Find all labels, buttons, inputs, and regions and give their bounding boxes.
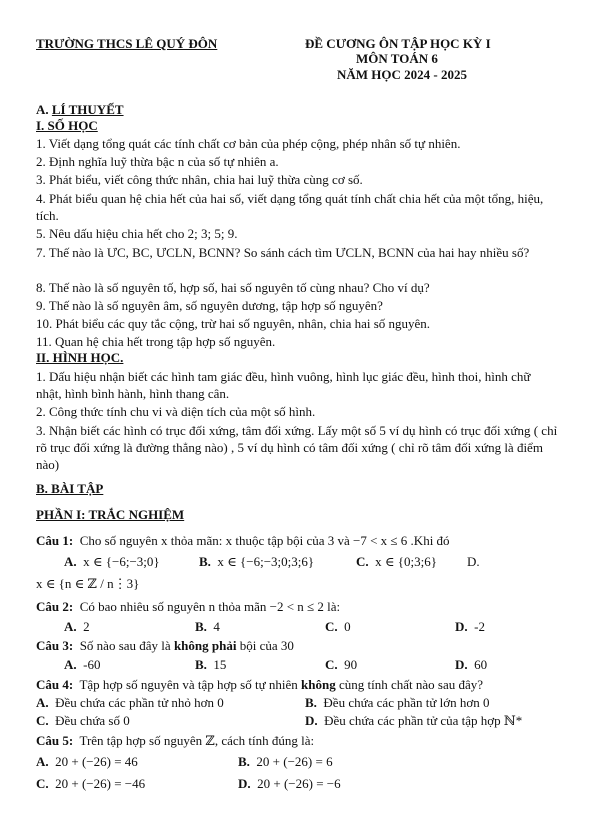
school-name: TRƯỜNG THCS LÊ QUÝ ĐÔN	[36, 36, 218, 51]
theory-heading-text: LÍ THUYẾT	[51, 102, 124, 117]
question-text-emphasis: không phải	[173, 638, 237, 653]
q2-option-d: D. -2	[455, 619, 485, 634]
arithmetic-item: 3. Phát biểu, viết công thức nhân, chia hai luỹ thừa cùng cơ số.	[36, 172, 363, 187]
q4-option-c: C. Đều chứa số 0	[36, 713, 130, 728]
theory-heading	[36, 102, 124, 118]
question-label: Câu 2:	[36, 599, 74, 614]
geometry-item: 1. Dấu hiệu nhận biết các hình tam giác đều, hình vuông, hình lục giác đều, hình thoi, hình chữ nhật, hình bình hành, hình thang cân.	[36, 369, 531, 401]
question-5	[36, 733, 314, 749]
question-text-emphasis: không	[301, 677, 336, 692]
arithmetic-item: 1. Viết dạng tổng quát các tính chất cơ bản của phép cộng, phép nhân số tự nhiên.	[36, 136, 461, 151]
arithmetic-item: 4. Phát biểu quan hệ chia hết của hai số, viết dạng tổng quát tính chất chia hết của một tổng, hiệu, tích.	[36, 191, 544, 223]
q4-option-d: D. Đều chứa các phần tử của tập hợp ℕ*	[305, 713, 523, 728]
question-text: Tập hợp số nguyên và tập hợp số tự nhiên	[79, 677, 302, 692]
question-text: Cho số nguyên x thỏa mãn: x thuộc tập bội của 3 và −7 < x ≤ 6 .Khi đó	[79, 533, 450, 548]
question-3	[36, 638, 294, 654]
question-label: Câu 5:	[36, 733, 74, 748]
q3-option-b: B. 15	[195, 657, 227, 672]
document-subject: MÔN TOÁN 6	[356, 51, 438, 66]
document-title: ĐỀ CƯƠNG ÔN TẬP HỌC KỲ I	[305, 36, 491, 51]
q1-option-c: C. x ∈ {0;3;6}	[356, 554, 437, 569]
question-text-end: bội của 30	[236, 638, 294, 653]
arithmetic-item: 7. Thế nào là ƯC, BC, ƯCLN, BCNN? So sánh cách tìm ƯCLN, BCNN của hai hay nhiều số?	[36, 245, 530, 260]
question-2	[36, 599, 340, 615]
school-year: NĂM HỌC 2024 - 2025	[337, 67, 467, 82]
question-1	[36, 533, 450, 549]
question-label: Câu 4:	[36, 677, 74, 692]
theory-heading-prefix: A.	[36, 102, 52, 117]
question-text: Số nào sau đây là	[79, 638, 174, 653]
q1-option-a: A. x ∈ {−6;−3;0}	[64, 554, 160, 569]
arithmetic-item: 11. Quan hệ chia hết trong tập hợp số nguyên.	[36, 334, 276, 349]
q5-option-b: B. 20 + (−26) = 6	[238, 754, 333, 769]
arithmetic-item: 8. Thế nào là số nguyên tố, hợp số, hai số nguyên tố cùng nhau? Cho ví dụ?	[36, 280, 430, 295]
q3-option-c: C. 90	[325, 657, 358, 672]
multiple-choice-heading: PHẦN I: TRẮC NGHIỆM	[36, 507, 185, 522]
geometry-heading: II. HÌNH HỌC.	[36, 350, 124, 365]
arithmetic-heading: I. SỐ HỌC	[36, 118, 98, 133]
q1-option-b: B. x ∈ {−6;−3;0;3;6}	[199, 554, 315, 569]
question-label: Câu 3:	[36, 638, 74, 653]
q1-option-d: x ∈ {n ∈ ℤ / n⋮3}	[36, 576, 140, 591]
q2-option-c: C. 0	[325, 619, 351, 634]
arithmetic-item: 5. Nêu dấu hiệu chia hết cho 2; 3; 5; 9.	[36, 226, 238, 241]
q4-option-a: A. Đều chứa các phần tử nhỏ hơn 0	[36, 695, 224, 710]
q5-option-a: A. 20 + (−26) = 46	[36, 754, 138, 769]
question-label: Câu 1:	[36, 533, 74, 548]
q2-option-b: B. 4	[195, 619, 220, 634]
q5-option-c: C. 20 + (−26) = −46	[36, 776, 146, 791]
geometry-item: 3. Nhận biết các hình có trục đối xứng, tâm đối xứng. Lấy một số 5 ví dụ hình có trục đối xứng ( chỉ rõ trục đối xứng là đường thẳng nào) , 5 ví dụ hình có tâm đối xứng ( chỉ rõ tâm đối xứng là điểm nào)	[36, 423, 558, 472]
arithmetic-item: 2. Định nghĩa luỹ thừa bậc n của số tự nhiên a.	[36, 154, 279, 169]
question-4	[36, 677, 483, 693]
q1-option-d-label: D.	[467, 554, 480, 569]
q3-option-d: D. 60	[455, 657, 488, 672]
exercises-heading: B. BÀI TẬP	[36, 481, 104, 496]
q3-option-a: A. -60	[64, 657, 101, 672]
question-text: Trên tập hợp số nguyên ℤ, cách tính đúng là:	[79, 733, 315, 748]
geometry-item: 2. Công thức tính chu vi và diện tích của một số hình.	[36, 404, 316, 419]
question-text: Có bao nhiêu số nguyên n thỏa mãn −2 < n ≤ 2 là:	[79, 599, 341, 614]
arithmetic-item: 9. Thế nào là số nguyên âm, số nguyên dương, tập hợp số nguyên?	[36, 298, 383, 313]
question-text-end: cùng tính chất nào sau đây?	[335, 677, 484, 692]
q2-option-a: A. 2	[64, 619, 90, 634]
q4-option-b: B. Đều chứa các phần tử lớn hơn 0	[305, 695, 490, 710]
arithmetic-item: 10. Phát biểu các quy tắc cộng, trừ hai số nguyên, nhân, chia hai số nguyên.	[36, 316, 431, 331]
q5-option-d: D. 20 + (−26) = −6	[238, 776, 341, 791]
